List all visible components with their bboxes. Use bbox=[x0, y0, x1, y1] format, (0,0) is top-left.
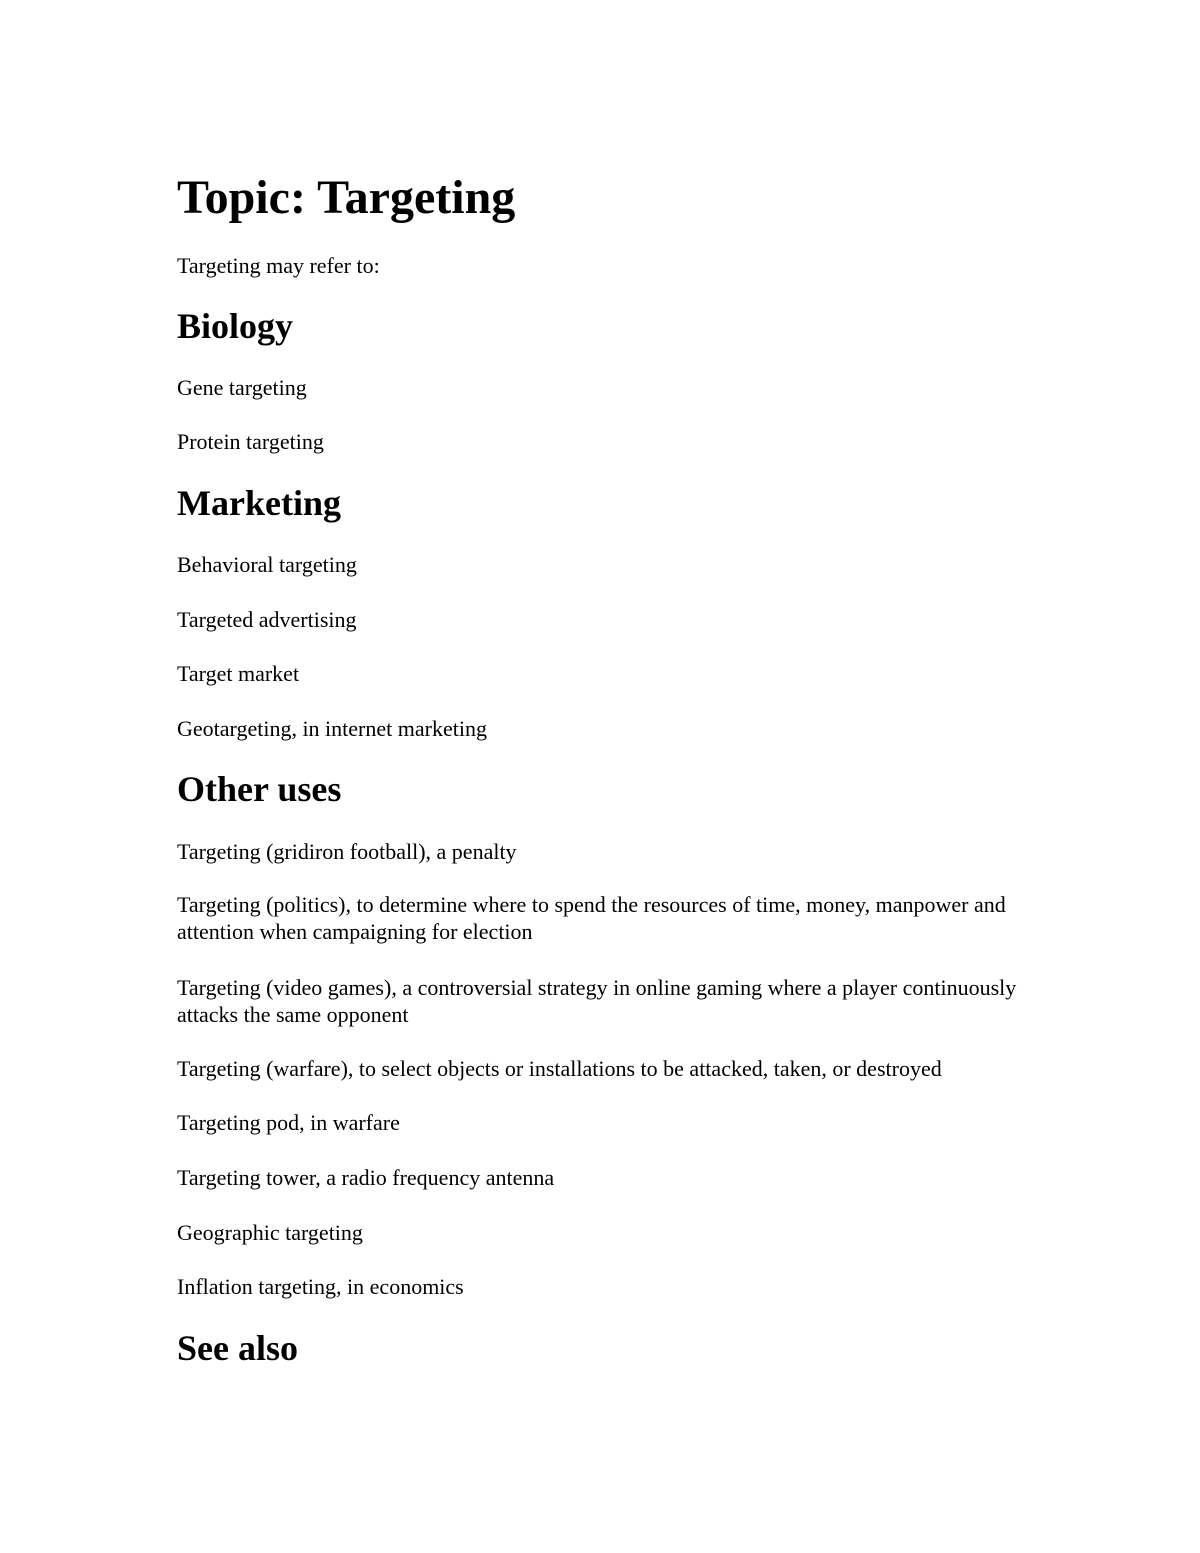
list-item: Targeting pod, in warfare bbox=[177, 1110, 400, 1135]
list-item: Behavioral targeting bbox=[177, 552, 357, 577]
page-title: Topic: Targeting bbox=[177, 171, 516, 224]
list-item: Inflation targeting, in economics bbox=[177, 1274, 464, 1299]
list-item: Protein targeting bbox=[177, 429, 324, 454]
list-item: Geotargeting, in internet marketing bbox=[177, 716, 487, 741]
section-heading-see-also: See also bbox=[177, 1328, 298, 1368]
intro-text: Targeting may refer to: bbox=[177, 253, 380, 278]
section-heading-other-uses: Other uses bbox=[177, 769, 342, 809]
list-item: Targeting (gridiron football), a penalty bbox=[177, 839, 517, 864]
list-item: Targeted advertising bbox=[177, 607, 357, 632]
list-item: Targeting (warfare), to select objects or installations to be attacked, taken, or destroyed bbox=[177, 1056, 942, 1081]
list-item: Targeting (politics), to determine where to spend the resources of time, money, manpower and attention when campaigning for election bbox=[177, 892, 1006, 944]
section-heading-marketing: Marketing bbox=[177, 483, 341, 523]
list-item: Targeting tower, a radio frequency antenna bbox=[177, 1165, 555, 1190]
list-item: Target market bbox=[177, 661, 300, 686]
list-item: Targeting (video games), a controversial strategy in online gaming where a player continuously attacks the same opponent bbox=[177, 975, 1017, 1027]
list-item: Gene targeting bbox=[177, 375, 307, 400]
list-item: Geographic targeting bbox=[177, 1220, 363, 1245]
section-heading-biology: Biology bbox=[177, 306, 294, 346]
